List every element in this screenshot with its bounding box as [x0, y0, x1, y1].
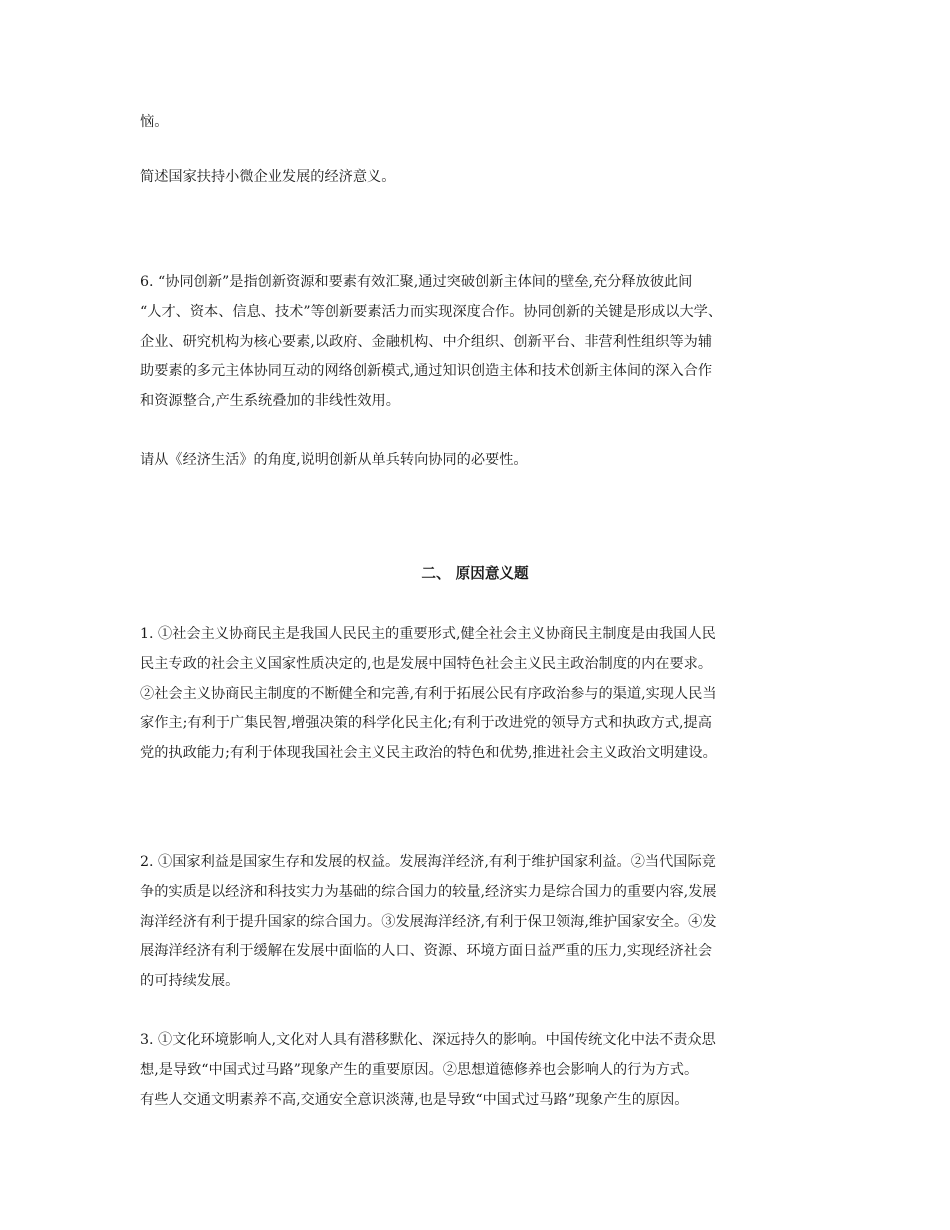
answer-3 [140, 1026, 830, 1115]
item-6-question [140, 446, 830, 476]
paragraph-line: 的可持续发展。 [140, 973, 240, 990]
item-6-material [140, 268, 830, 417]
paragraph-line: 有些人交通文明素养不高,交通安全意识淡薄,也是导致“中国式过马路”现象产生的原因。 [140, 1091, 689, 1108]
paragraph-line: 恼。 [140, 114, 169, 130]
paragraph-line: 争的实质是以经济和科技实力为基础的综合国力的较量,经济实力是综合国力的重要内容,发展 [140, 883, 717, 900]
paragraph-line: ②社会主义协商民主制度的不断健全和完善,有利于拓展公民有序政治参与的渠道,实现人民当 [140, 685, 717, 702]
paragraph-line: 展海洋经济有利于缓解在发展中面临的人口、资源、环境方面日益严重的压力,实现经济社会 [140, 943, 713, 960]
paragraph-line: 党的执政能力;有利于体现我国社会主义民主政治的特色和优势,推进社会主义政治文明建设。 [140, 745, 717, 762]
paragraph-line: 和资源整合,产生系统叠加的非线性效用。 [140, 393, 400, 410]
paragraph-line: 海洋经济有利于提升国家的综合国力。③发展海洋经济,有利于保卫领海,维护国家安全。④发 [140, 913, 717, 930]
paragraph-line: “人才、资本、信息、技术”等创新要素活力而实现深度合作。协同创新的关键是形成以大学、 [140, 303, 723, 320]
answer-1 [140, 620, 830, 769]
answer-2 [140, 848, 830, 997]
paragraph-line: 2. ①国家利益是国家生存和发展的权益。发展海洋经济,有利于维护国家利益。②当代国际竞 [140, 854, 716, 870]
paragraph-line: 助要素的多元主体协同互动的网络创新模式,通过知识创造主体和技术创新主体间的深入合作 [140, 363, 713, 380]
paragraph-line: 想,是导致“中国式过马路”现象产生的重要原因。②思想道德修养也会影响人的行为方式。 [140, 1061, 699, 1078]
section-heading: 二、 原因意义题 [421, 565, 529, 582]
paragraph-line: 民主专政的社会主义国家性质决定的,也是发展中国特色社会主义民主政治制度的内在要求。 [140, 655, 713, 672]
previous-item-question [140, 163, 830, 193]
question-line: 简述国家扶持小微企业发展的经济意义。 [140, 169, 396, 185]
question-line: 请从《经济生活》的角度,说明创新从单兵转向协同的必要性。 [140, 452, 528, 468]
previous-item-tail [140, 108, 830, 138]
paragraph-line: 6. “协同创新”是指创新资源和要素有效汇聚,通过突破创新主体间的壁垒,充分释放彼此间 [140, 274, 693, 290]
paragraph-line: 3. ①文化环境影响人,文化对人具有潜移默化、深远持久的影响。中国传统文化中法不责众思 [140, 1032, 716, 1048]
paragraph-line: 家作主;有利于广集民智,增强决策的科学化民主化;有利于改进党的领导方式和执政方式,提高 [140, 715, 712, 732]
paragraph-line: 1. ①社会主义协商民主是我国人民民主的重要形式,健全社会主义协商民主制度是由我国人民 [140, 626, 716, 642]
paragraph-line: 企业、研究机构为核心要素,以政府、金融机构、中介组织、创新平台、非营利性组织等为辅 [140, 333, 713, 350]
